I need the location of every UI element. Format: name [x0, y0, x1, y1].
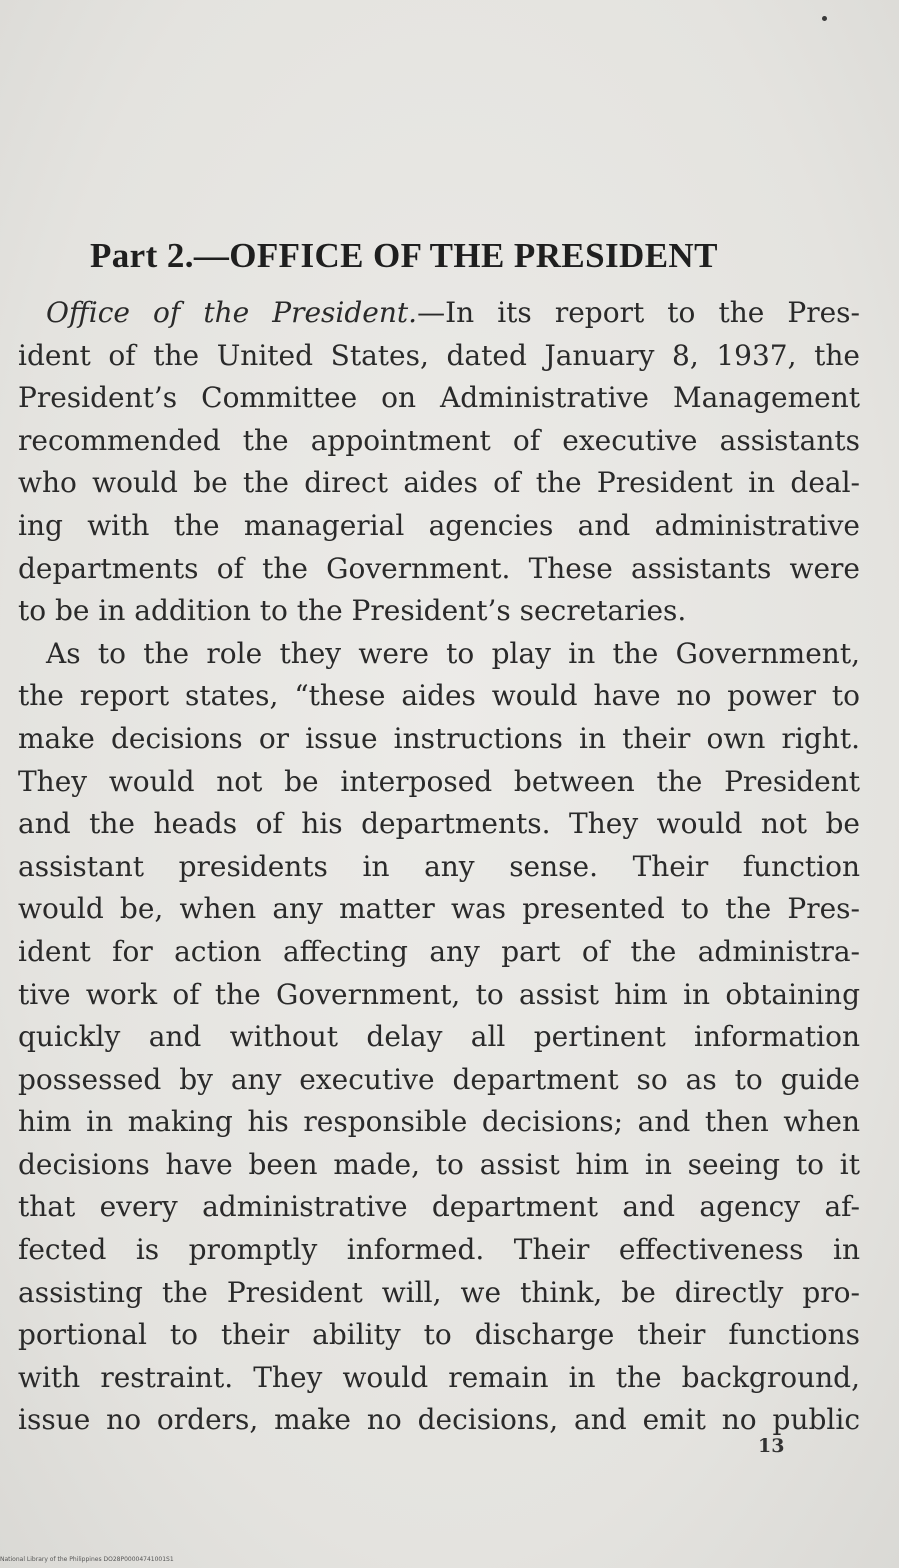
library-credit: National Library of the Philippines DO28P00004741001S1	[0, 1556, 174, 1563]
page-number: 13	[758, 1435, 785, 1457]
ink-speck	[822, 16, 827, 21]
text-line: possessed by any executive department so as to guide	[18, 1062, 860, 1096]
text-line: make decisions or issue instructions in their own right.	[18, 721, 860, 755]
text-line: portional to their ability to discharge their functions	[18, 1318, 860, 1352]
text-line: him in making his responsible decisions; and then when	[18, 1105, 860, 1139]
text-line: assistant presidents in any sense. Their function	[18, 849, 860, 883]
italic-lead: Office of the President.	[46, 296, 418, 329]
text-line: with restraint. They would remain in the background,	[18, 1360, 860, 1394]
body-text	[18, 292, 860, 1442]
text-line: and the heads of his departments. They would not be	[18, 807, 860, 841]
text-line: tive work of the Government, to assist him in obtaining	[18, 977, 860, 1011]
text-line: that every administrative department and agency af-	[18, 1190, 860, 1224]
text-line: ident of the United States, dated January 8, 1937, the	[18, 338, 860, 372]
text-line: would be, when any matter was presented to the Pres-	[18, 892, 860, 926]
section-heading: Part 2.—OFFICE OF THE PRESIDENT	[90, 236, 718, 275]
paragraph-role-of-aides	[18, 633, 860, 1442]
paragraph-office-of-the-president	[18, 292, 860, 633]
text-line: Office of the President.—In its report to the Pres-	[46, 296, 860, 329]
text-line: issue no orders, make no decisions, and emit no public	[18, 1403, 860, 1437]
text-line: departments of the Government. These assistants were	[18, 551, 860, 585]
text-line: to be in addition to the President’s secretaries.	[18, 594, 687, 628]
text-line: ident for action affecting any part of the administra-	[18, 934, 860, 968]
text-line: President’s Committee on Administrative Management	[18, 381, 860, 415]
text-line: They would not be interposed between the President	[18, 764, 860, 798]
text-line: As to the role they were to play in the Government,	[46, 636, 860, 670]
text-line: recommended the appointment of executive assistants	[18, 423, 860, 457]
text-line: fected is promptly informed. Their effectiveness in	[18, 1233, 860, 1267]
text-line: the report states, “these aides would have no power to	[18, 679, 860, 713]
text-line: quickly and without delay all pertinent information	[18, 1020, 860, 1054]
text-line: decisions have been made, to assist him in seeing to it	[18, 1147, 860, 1181]
text-line: who would be the direct aides of the President in deal-	[18, 466, 860, 500]
text-line: assisting the President will, we think, be directly pro-	[18, 1275, 860, 1309]
text-line: ing with the managerial agencies and administrative	[18, 508, 860, 542]
